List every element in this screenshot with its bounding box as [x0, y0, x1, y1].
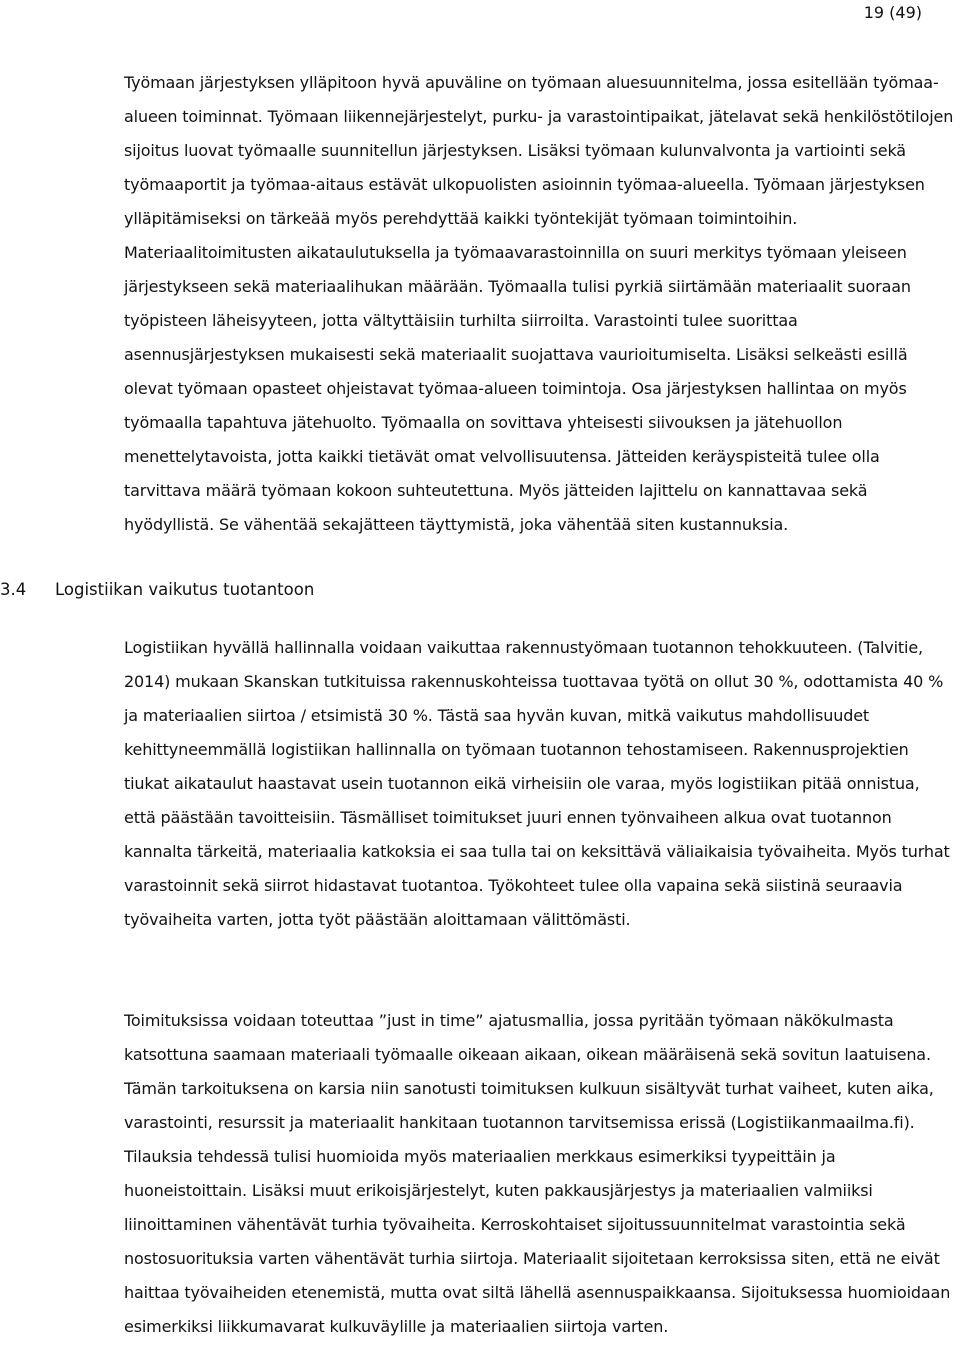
page-number: 19 (49) [863, 3, 922, 22]
section-heading [0, 578, 314, 602]
section-number: 3.4 [0, 580, 27, 599]
body-paragraph: Logistiikan hyvällä hallinnalla voidaan vaikuttaa rakennustyömaan tuotannon tehokkuuteen. (Talvitie, 2014) mukaan Skanskan tutkituissa rakennuskohteissa tuottavaa työtä on ollut 30 %, odottamista 40 % ja materiaalien siirtoa / etsimistä 30 %. Tästä saa hyvän kuvan, mitkä vaikutus mahdollisuudet kehittyneemmällä logistiikan hallinnalla on työmaan tuotannon tehostamiseen. Rakennusprojektien tiukat aikataulut haastavat usein tuotannon eikä virheisiin ole varaa, myös logistiikan pitää onnistua, että päästään tavoitteisiin. Täsmälliset toimitukset juuri ennen työnvaiheen alkua ovat tuotannon kannalta tärkeitä, materiaalia katkoksia ei saa tulla tai on keksittävä väliaikaisia työvaiheita. Myös turhat varastoinnit sekä siirrot hidastavat tuotantoa. Työkohteet tulee olla vapaina sekä siistinä seuraavia työvaiheita varten, jotta työt päästään aloittamaan välittömästi. [124, 638, 950, 929]
body-paragraph: Toimituksissa voidaan toteuttaa ”just in time” ajatusmallia, jossa pyritään työmaan näkökulmasta katsottuna saamaan materiaali työmaalle oikeaan aikaan, oikean määräisenä sekä sovitun laatuisena. Tämän tarkoituksena on karsia niin sanotusti toimituksen kulkuun sisältyvät turhat vaiheet, kuten aika, varastointi, resurssit ja materiaalit hankitaan tuotannon tarvitsemissa erissä (Logistiikanmaailma.fi). Tilauksia tehdessä tulisi huomioida myös materiaalien merkkaus esimerkiksi tyypeittäin ja huoneistoittain. Lisäksi muut erikoisjärjestelyt, kuten pakkausjärjestys ja materiaalien valmiiksi liinoittaminen vähentävät turhia työvaiheita. Kerroskohtaiset sijoitussuunnitelmat varastointia sekä nostosuorituksia varten vähentävät turhia siirtoja. Materiaalit sijoitetaan kerroksissa siten, että ne eivät haittaa työvaiheiden etenemistä, mutta ovat siltä lähellä asennuspaikkaansa. Sijoituksessa huomioidaan esimerkiksi liikkumavarat kulkuväylille ja materiaalien siirtoja varten. [124, 1011, 951, 1336]
section-title: Logistiikan vaikutus tuotantoon [55, 580, 315, 599]
body-paragraph: Työmaan järjestyksen ylläpitoon hyvä apuväline on työmaan aluesuunnitelma, jossa esitellään työmaa-alueen toiminnat. Työmaan liikennejärjestelyt, purku- ja varastointipaikat, jätelavat sekä henkilöstötilojen sijoitus luovat työmaalle suunnitellun järjestyksen. Lisäksi työmaan kulunvalvonta ja vartiointi sekä työmaaportit ja työmaa-aitaus estävät ulkopuolisten asioinnin työmaa-alueella. Työmaan järjestyksen ylläpitämiseksi on tärkeää myös perehdyttää kaikki työntekijät työmaan toimintoihin. Materiaalitoimitusten aikataulutuksella ja työmaavarastoinnilla on suuri merkitys työmaan yleiseen järjestykseen sekä materiaalihukan määrään. Työmaalla tulisi pyrkiä siirtämään materiaalit suoraan työpisteen läheisyyteen, jotta vältyttäisiin turhilta siirroilta. Varastointi tulee suorittaa asennusjärjestyksen mukaisesti sekä materiaalit suojattava vaurioitumiselta. Lisäksi selkeästi esillä olevat työmaan opasteet ohjeistavat työmaa-alueen toimintoja. Osa järjestyksen hallintaa on myös työmaalla tapahtuva jätehuolto. Työmaalla on sovittava yhteisesti siivouksen ja jätehuollon menettelytavoista, jotta kaikki tietävät omat velvollisuutensa. Jätteiden keräyspisteitä tulee olla tarvittava määrä työmaan kokoon suhteutettuna. Myös jätteiden lajittelu on kannattavaa sekä hyödyllistä. Se vähentää sekajätteen täyttymistä, joka vähentää siten kustannuksia. [124, 73, 954, 534]
